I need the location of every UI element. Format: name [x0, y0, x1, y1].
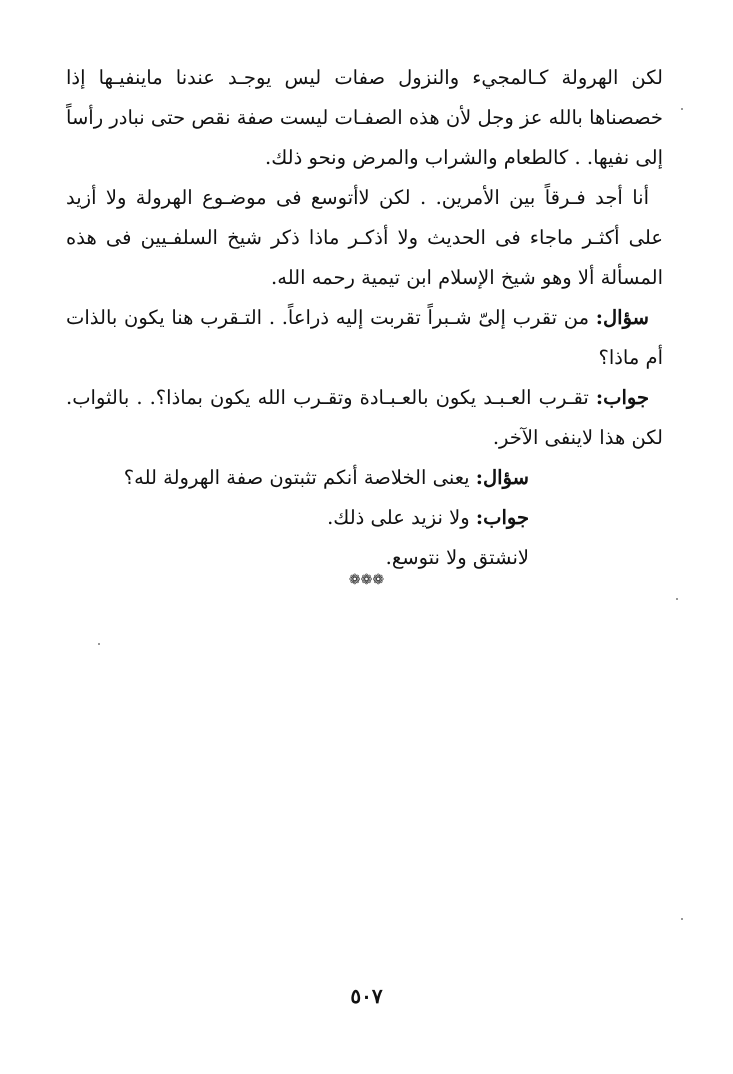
answer-2 — [66, 498, 529, 538]
question-2 — [66, 458, 529, 498]
answer-1 — [66, 378, 663, 458]
answer-label: جواب: — [595, 386, 649, 409]
answer-1-text: تقـرب العـبـد يكون بالعـبـادة وتقـرب الله يكون بماذا؟. . بالثواب. لكن هذا لاينفى الآخر. — [66, 386, 663, 449]
section-separator: ❁❁❁ — [348, 572, 385, 588]
question-1-text: من تقرب إلىّ شـبراً تقربت إليه ذراعاً. . التـقرب هنا يكون بالذات أم ماذا؟ — [66, 306, 663, 369]
question-2-text: يعنى الخلاصة أنكم تثبتون صفة الهرولة لله؟ — [123, 466, 470, 489]
body-text — [66, 58, 663, 578]
question-label: سؤال: — [475, 466, 529, 489]
scan-speck — [681, 108, 683, 110]
closing-line-text: لانشتق ولا نتوسع. — [385, 546, 529, 569]
answer-2-text: ولا نزيد على ذلك. — [327, 506, 470, 529]
answer-label: جواب: — [475, 506, 529, 529]
scan-speck — [98, 643, 100, 645]
paragraph-1-text: لكن الهرولة كـالمجيء والنزول صفات ليس يوجـد عندنا ماينفيـها إذا خصصناها بالله عز وجل لأن هذه الصفـات ليست صفة نقص حتى نبادر رأساً إلى نفيها. . كالطعام والشراب والمرض ونحو ذلك. — [66, 66, 663, 169]
question-label: سؤال: — [595, 306, 649, 329]
page-number: ٥٠٧ — [350, 984, 383, 1008]
question-1 — [66, 298, 663, 378]
scan-speck — [676, 598, 678, 600]
paragraph-2 — [66, 178, 663, 298]
paragraph-2-text: أنا أجد فـرقاً بين الأمرين. . لكن لاأتوسع فى موضـوع الهرولة ولا أزيد على أكثـر ماجاء فى الحديث ولا أذكـر ماذا ذكر شيخ السلفـيين فى هذه المسألة ألا وهو شيخ الإسلام ابن تيمية رحمه الله. — [66, 186, 663, 289]
paragraph-1 — [66, 58, 663, 178]
scan-speck — [681, 918, 683, 920]
